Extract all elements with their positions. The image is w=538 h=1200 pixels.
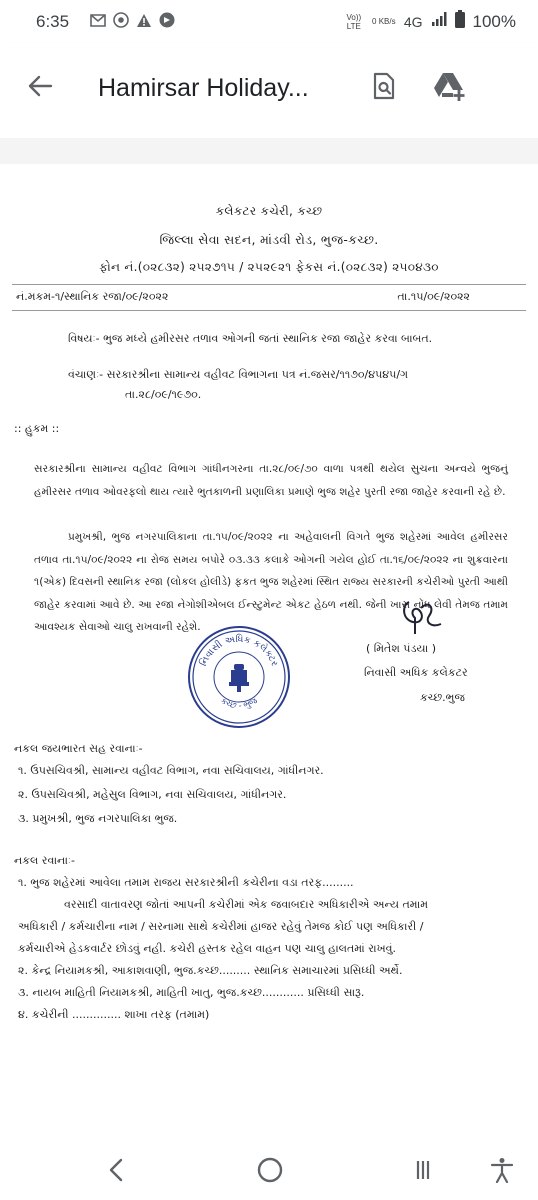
copy2-item-note: અધિકારી / કર્મચારીના નામ / સરનામા સાથે કચેરીમાં હાજર રહેવું તેમજ કોઈ પણ અધિકારી / <box>18 920 424 933</box>
nav-back-icon <box>108 1158 124 1182</box>
seal-text-bottom: કચ્છ - ભુજ <box>218 695 260 712</box>
copy-item: ૧. ઉપસચિવશ્રી, સામાન્ય વહીવટ વિભાગ, નવા સચિવાલય, ગાંધીનગર. <box>18 764 324 777</box>
copy2-heading: નકલ રવાનાઃ- <box>14 854 76 867</box>
find-in-document-icon <box>372 72 396 100</box>
divider <box>12 284 526 285</box>
system-indicators <box>344 10 516 33</box>
emblem-icon <box>229 664 249 692</box>
accessibility-icon <box>490 1157 514 1183</box>
navigation-bar <box>0 1140 538 1200</box>
office-name: કલેકટર કચેરી, કચ્છ <box>215 204 323 218</box>
office-phone: ફોન નં.(૦૨૮૩૨) ૨૫૨૭૧૫ / ૨૫૨૯૨૧ ફેકસ નં.(૦૨૮૩૨) ૨૫૦૪૩૦ <box>99 260 439 274</box>
svg-text:કચ્છ - ભુજ <box>218 695 260 711</box>
office-address: જિલ્લા સેવા સદન, માંડવી રોડ, ભુજ-કચ્છ. <box>159 232 379 247</box>
reading-line: વંચાણઃ- સરકારશ્રીના સામાન્ય વહીવટ વિભાગના પત્ર નં.જસર/૧૧૭૦/૪૫૪૫/ગ <box>68 368 409 381</box>
reading-date: તા.૨૮/૦૯/૧૯૭૦. <box>125 388 202 401</box>
signatory-name: ( મિતેશ પંડયા ) <box>366 642 436 655</box>
document-page <box>0 164 538 1140</box>
svg-text:નિવાસી અધિક કલેક્ટર <box>197 633 280 668</box>
nav-home-button[interactable] <box>254 1154 286 1186</box>
signature-mark <box>395 594 449 644</box>
copy2-item-note: વરસાદી વાતાવરણ જોતાં આપની કચેરીમાં એક જવાબદાર અધિકારીએ અન્ય તમામ <box>64 898 428 911</box>
order-heading: :: હુકમ :: <box>14 422 60 435</box>
add-to-drive-icon <box>433 71 467 101</box>
copy2-item: ૨. કેન્દ્ર નિયામકશ્રી, આકાશવાણી, ભુજ.કચ્છ......... સ્થાનિક સમાચારમાં પ્રસિધ્ધી અર્થે. <box>18 964 403 977</box>
battery-percent: 100% <box>472 11 516 31</box>
divider <box>12 310 526 311</box>
back-arrow-icon <box>27 74 53 98</box>
copy2-item-note: કર્મચારીએ હેડકવાર્ટર છોડવું નહી. કચેરી હસ્તક રહેલ વાહન પણ ચાલુ હાલતમાં રાખવું. <box>18 942 397 955</box>
status-time: 6:35 <box>36 12 70 31</box>
official-seal <box>186 624 292 730</box>
volte-indicator: Vo)) LTE <box>346 12 362 31</box>
subject-line: વિષયઃ- ભુજ મધ્યે હમીરસર તળાવ ઓગની જતાં સ્થાનિક રજા જાહેર કરવા બાબત. <box>68 332 433 345</box>
notification-icons <box>90 12 175 28</box>
seal-text-top: નિવાસી અધિક કલેક્ટર <box>197 633 281 668</box>
chrome-icon <box>113 12 129 28</box>
add-to-drive-button[interactable] <box>430 66 470 106</box>
copy-heading: નકલ જયભારત સહ રવાનાઃ- <box>14 742 143 755</box>
back-button[interactable] <box>22 68 58 104</box>
copy2-item: ૪. કચેરીની .............. શાખા તરફ (તમામ) <box>18 1008 210 1021</box>
app-bar <box>0 44 538 138</box>
battery-icon <box>455 10 465 33</box>
network-type: 4G <box>403 13 423 30</box>
document-date: તા.૧૫/૦૯/૨૦૨૨ <box>397 290 470 303</box>
copy2-item: ૩. નાયબ માહિતી નિયામકશ્રી, માહિતી ખાતુ, ભુજ.કચ્છ............ પ્રસિધ્ધી સારૂ. <box>18 986 365 999</box>
nav-home-icon <box>256 1156 284 1184</box>
signal-icon <box>431 11 447 32</box>
order-paragraph-1: સરકારશ્રીના સામાન્ય વહીવટ વિભાગ ગાંધીનગરના તા.૨૮/૦૯/૭૦ વાળા પત્રથી થયેલ સુચના અન્વયે ભુજનું હમીરસર તળાવ ઓવરફલો થાય ત્યારે ભુતકાળની પ્રણાલિકા પ્રમાણે ભુજ શહેર પુરતી રજા જાહેર કરવાની રહે છે. <box>34 463 508 498</box>
reference-number: નં.મકમ-૧/સ્થાનિક રજા/૦૯/૨૦૨૨ <box>16 290 169 303</box>
warning-icon <box>136 12 152 28</box>
document-viewer[interactable] <box>0 138 538 1140</box>
accessibility-button[interactable] <box>486 1154 518 1186</box>
copy-item: ૩. પ્રમુખશ્રી, ભુજ નગરપાલિકા ભુજ. <box>18 812 178 825</box>
network-speed: 0 KB/s <box>372 17 396 26</box>
nav-recents-icon <box>414 1158 438 1182</box>
nav-back-button[interactable] <box>100 1154 132 1186</box>
gmail-icon <box>90 12 106 28</box>
copy-item: ૨. ઉપસચિવશ્રી, મહેસુલ વિભાગ, નવા સચિવાલય, ગાંધીનગર. <box>18 788 287 801</box>
document-title: Hamirsar Holiday... <box>98 74 309 102</box>
nav-recents-button[interactable] <box>410 1154 442 1186</box>
signatory-title: નિવાસી અધિક કલેકટર <box>364 666 468 679</box>
status-bar <box>0 0 538 44</box>
app-circle-icon <box>159 12 175 28</box>
order-paragraph-2: પ્રમુખશ્રી, ભુજ નગરપાલિકાના તા.૧૫/૦૯/૨૦૨૨ ના અહેવાલની વિગતે ભુજ શહેરમાં આવેલ હમીરસર તળાવ તા.૧૫/૦૯/૨૦૨૨ ના રોજ સમય બપોરે ૦૩.૩૩ કલાકે ઓગની ગયેલ હોઈ તા.૧૬/૦૯/૨૦૨૨ ના શુક્રવારના ૧(એક) દિવસની સ્થાનિક રજા (લોકલ હોલીડે) ફકત ભુજ શહેરમાં સ્થિત રાજ્ય સરકારની કચેરીઓ પુરતી આથી જાહેર કરવામાં આવે છે. આ રજા નેગોશીએબલ ઈન્સ્ટુમેન્ટ એકટ હેઠળ નથી. જેની ખાસ નોંધ લેવી તેમજ તમામ આવશ્યક સેવાઓ ચાલુ રાખવાની રહેશે. <box>34 531 508 633</box>
copy2-item: ૧. ભુજ શહેરમાં આવેલા તમામ રાજય સરકારશ્રીની કચેરીના વડા તરફ......... <box>18 876 354 889</box>
signatory-place: કચ્છ.ભુજ <box>420 691 465 704</box>
find-in-document-button[interactable] <box>366 68 402 104</box>
